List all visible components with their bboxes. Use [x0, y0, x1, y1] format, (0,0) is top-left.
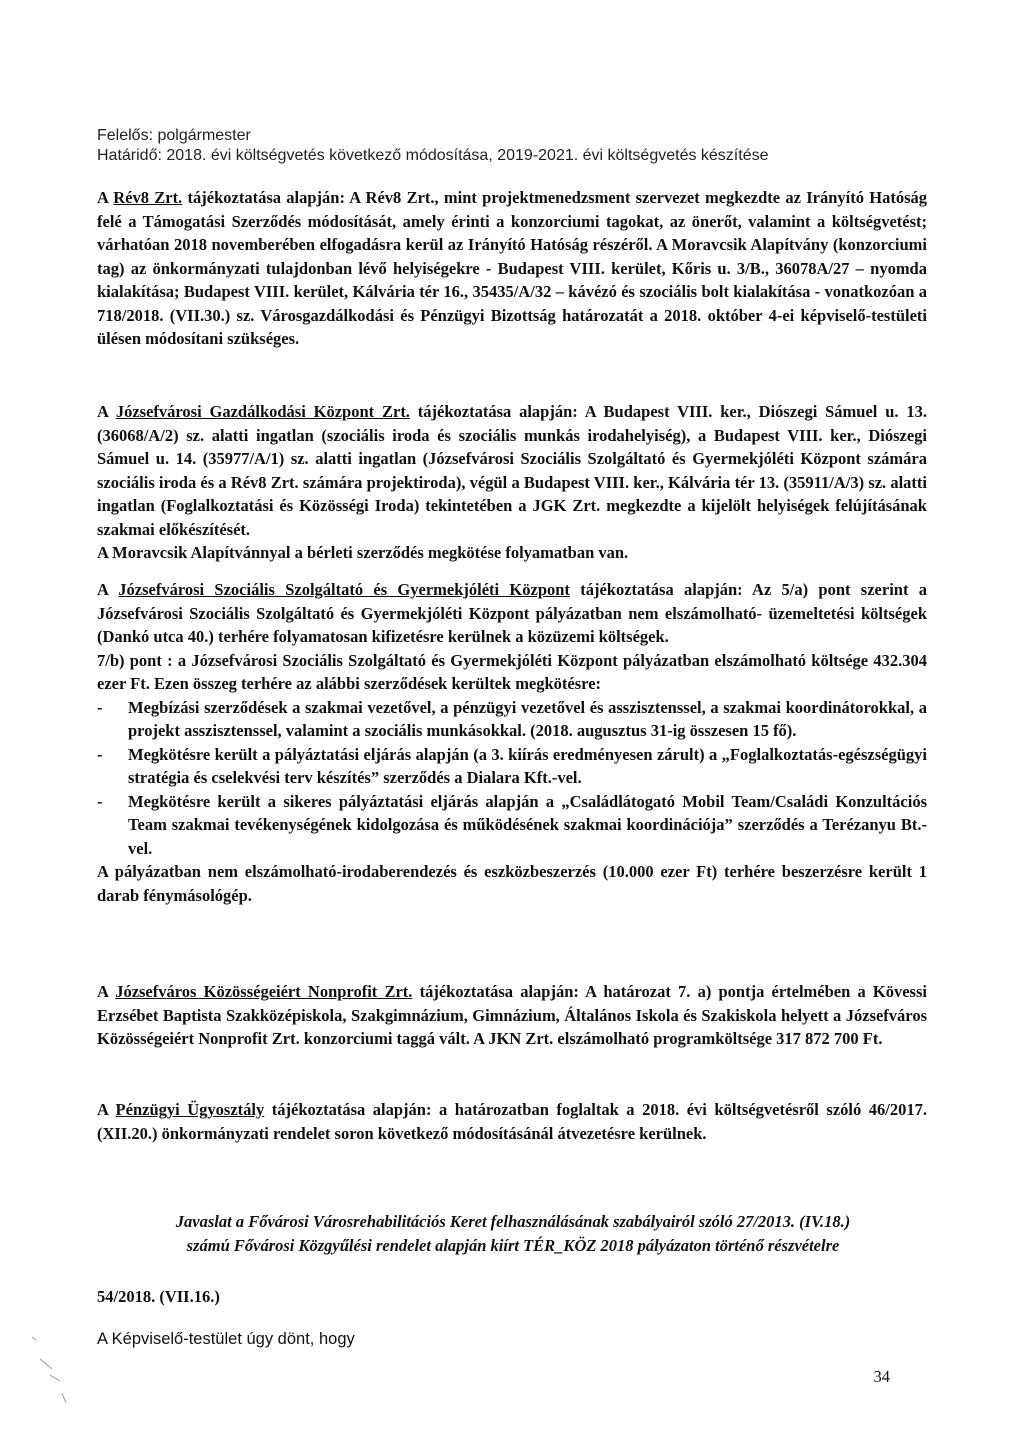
section-rev8: [97, 186, 927, 351]
paragraph: [97, 400, 927, 541]
paragraph: A Moravcsik Alapítvánnyal a bérleti szerződés megkötése folyamatban van.: [97, 543, 629, 562]
org-name: Pénzügyi Ügyosztály: [115, 1100, 265, 1119]
paragraph-text: tájékoztatása alapján: A Rév8 Zrt., mint projektmenedzsment szervezet megkezdte az Irányító Hatóság felé a Támogatási Szerződés módosítását, amely érinti a konzorciumi tagokat, az önerőt, valamint a költségvetést; várhatóan 2018 novemberében elfogadásra kerül az Irányító Hatóság részéről. A Moravcsik Alapítvány (konzorciumi tag) az önkormányzati tulajdonban lévő helyiségekre - Budapest VIII. kerület, Kőris u. 3/B., 36078A/27 – nyomda kialakítása; Budapest VIII. kerület, Kálvária tér 16., 35435/A/32 – kávézó és szociális bolt kialakítása - vonatkozóan a 718/2018. (VII.30.) sz. Városgazdálkodási és Pénzügyi Bizottság határozatát a 2018. október 4-ei képviselő-testületi ülésen módosítani szükséges.: [97, 188, 927, 348]
prefix: A: [97, 982, 116, 1001]
prefix: A: [97, 402, 116, 421]
proposal-line: számú Fővárosi Közgyűlési rendelet alapján kiírt TÉR_KÖZ 2018 pályázaton történő részvételre: [186, 1236, 840, 1255]
decision-text: A Képviselő-testület úgy dönt, hogy: [97, 1330, 355, 1348]
deadline-line: Határidő: 2018. évi költségvetés következő módosítása, 2019-2021. évi költségvetés készítése: [97, 147, 769, 164]
list-item: - Megbízási szerződések a szakmai vezetővel, a pénzügyi vezetővel és asszisztenssel, a szakmai koordinátorokkal, a projekt asszisztenssel, valamint a szociális munkásokkal. (2018. augusztus 31-ig összesen 15 fő).: [97, 697, 927, 740]
paragraph: A pályázatban nem elszámolható-irodaberendezés és eszközbeszerzés (10.000 ezer Ft) terhére beszerzésre került 1 darab fénymásológép.: [97, 862, 927, 905]
section-jszszgyk: [97, 578, 927, 907]
paragraph: [97, 980, 927, 1051]
proposal-line: Javaslat a Fővárosi Városrehabilitációs Keret felhasználásának szabályairól szóló 27/2013. (IV.18.): [175, 1212, 851, 1231]
org-name: Józsefváros Közösségeiért Nonprofit Zrt.: [115, 982, 413, 1001]
resolution-number: 54/2018. (VII.16.): [97, 1287, 220, 1306]
paragraph: 7/b) pont : a Józsefvárosi Szociális Szolgáltató és Gyermekjóléti Központ pályázatban elszámolható költsége 432.304 ezer Ft. Ezen összeg terhére az alábbi szerződések kerültek megkötésre:: [97, 650, 927, 693]
list-item: - Megkötésre került a pályáztatási eljárás alapján (a 3. kiírás eredményesen zárult) a „Foglalkoztatás-egészségügyi stratégia és cselekvési terv készítés” szerződés a Dialara Kft.-vel.: [97, 744, 927, 787]
page-number: 34: [873, 1367, 890, 1386]
section-jgk: [97, 400, 927, 565]
org-name: Józsefvárosi Szociális Szolgáltató és Gyermekjóléti Központ: [118, 580, 570, 599]
prefix: A: [97, 580, 119, 599]
proposal-title: [118, 1210, 908, 1258]
org-name: Józsefvárosi Gazdálkodási Központ Zrt.: [115, 402, 410, 421]
paragraph-text: tájékoztatása alapján: A Budapest VIII. ker., Diószegi Sámuel u. 13. (36068/A/2) sz. alatti ingatlan (szociális iroda és szociális munkás irodahelyiség), a Budapest VIII. ker., Diószegi Sámuel u. 14. (35977/A/1) sz. alatti ingatlan (Józsefvárosi Szociális Szolgáltató és Gyermekjóléti Központ számára szociális iroda és a Rév8 Zrt. számára projektiroda), végül a Budapest VIII. ker., Kálvária tér 13. (35911/A/3) sz. alatti ingatlan (Foglalkoztatási és Közösségi Iroda) tekintetében a JGK Zrt. megkezdte a kijelölt helyiségek felújításának szakmai előkészítését.: [97, 402, 927, 539]
org-name: Rév8 Zrt.: [113, 188, 183, 207]
paragraph-text: tájékoztatása alapján: A határozat 7. a) pontja értelmében a Kövessi Erzsébet Baptista Szakközépiskola, Szakgimnázium, Gimnázium, Általános Iskola és Szakiskola helyett a Józsefváros Közösségeiért Nonprofit Zrt. konzorciumi taggá vált. A JKN Zrt. elszámolható programköltsége 317 872 700 Ft.: [97, 982, 927, 1048]
list-item: - Megkötésre került a sikeres pályáztatási eljárás alapján a „Családlátogató Mobil Team/Családi Konzultációs Team szakmai tevékenységének kidolgozása és működésének szakmai koordinációja” szerződés a Terézanyu Bt.-vel.: [97, 791, 927, 858]
prefix: A: [97, 188, 114, 207]
paragraph-text: tájékoztatása alapján: Az 5/a) pont szerint a Józsefvárosi Szociális Szolgáltató és Gyermekjóléti Központ pályázatban nem elszámolható- üzemeltetési költségek (Dankó utca 40.) terhére folyamatosan kifizetésre kerülnek a közüzemi költségek.: [97, 580, 927, 646]
paragraph: [97, 1098, 927, 1145]
responsible-line: Felelős: polgármester: [97, 127, 251, 144]
prefix: A: [97, 1100, 116, 1119]
paragraph-text: tájékoztatása alapján: a határozatban foglaltak a 2018. évi költségvetésről szóló 46/2017. (XII.20.) önkormányzati rendelet soron következő módosításánál átvezetésre kerülnek.: [97, 1100, 927, 1143]
section-finance: [97, 1098, 927, 1145]
section-jkn: [97, 980, 927, 1051]
contract-list: [97, 696, 927, 861]
scan-artifact-marks: [30, 1335, 110, 1415]
paragraph: [97, 578, 927, 649]
paragraph: [97, 186, 927, 351]
header-meta: [97, 126, 927, 166]
